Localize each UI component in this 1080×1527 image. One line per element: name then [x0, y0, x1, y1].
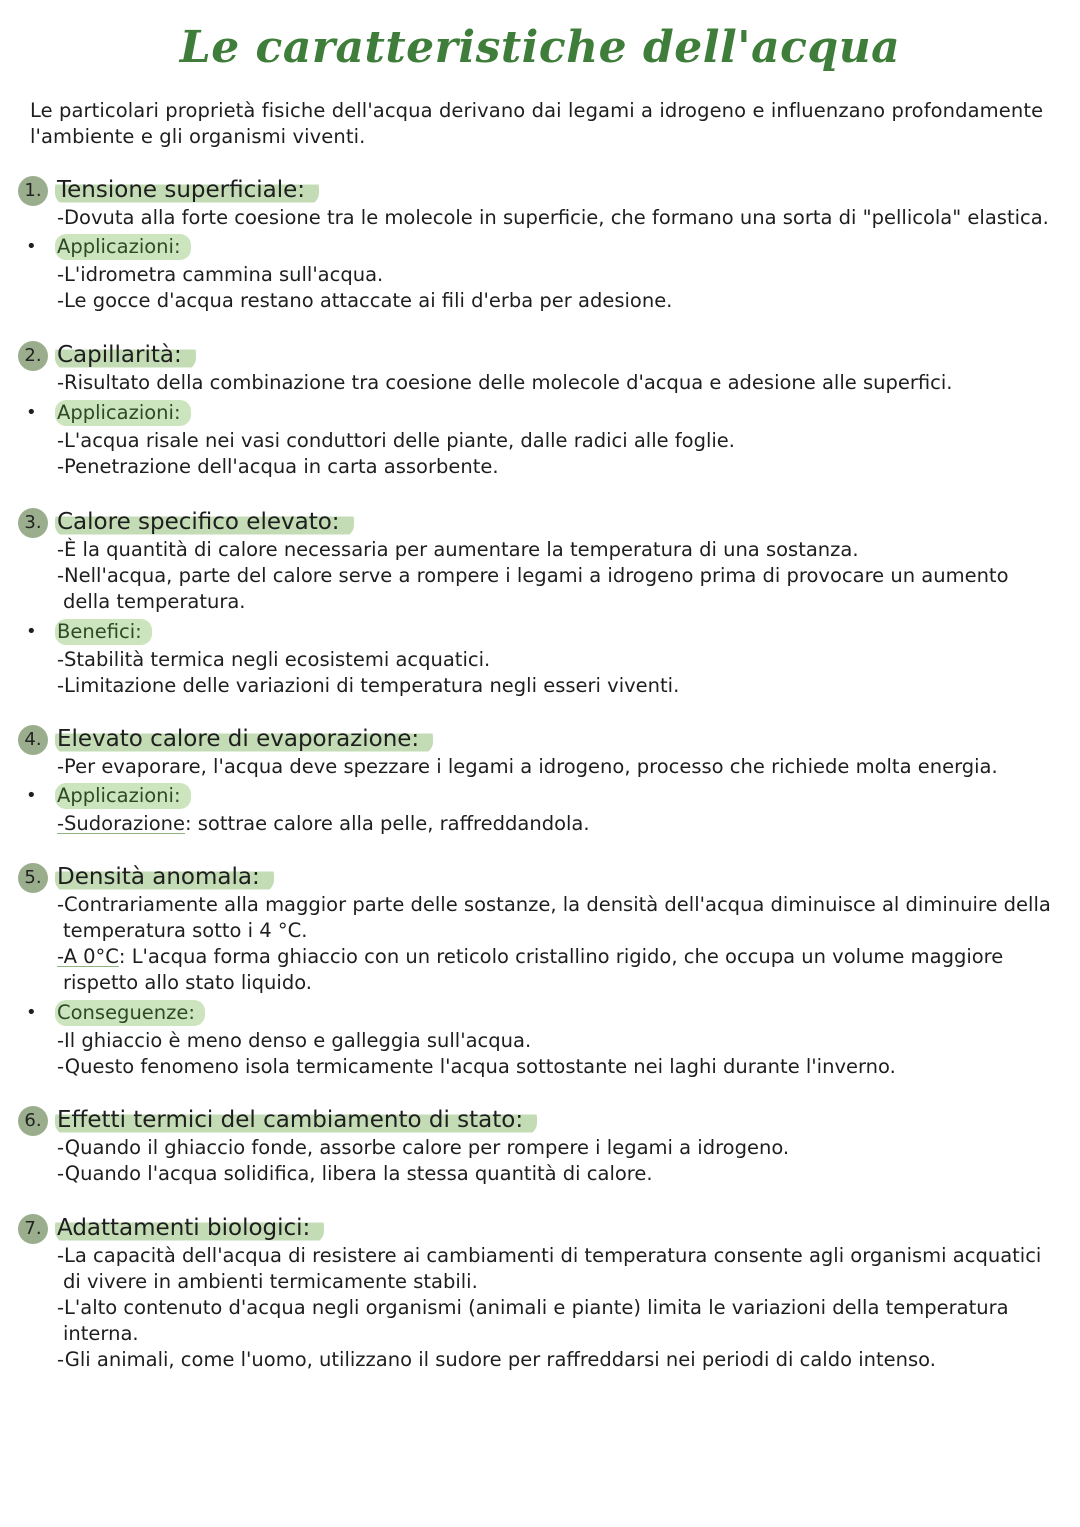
text-line: -Dovuta alla forte coesione tra le molecole in superficie, che formano una sorta di "pellicola" elastica. — [57, 206, 1049, 229]
text-line: -Contrariamente alla maggior parte delle sostanze, la densità dell'acqua diminuisce al diminuire della — [57, 893, 1051, 916]
section-body — [57, 1243, 1041, 1373]
text-line: -Limitazione delle variazioni di temperatura negli esseri viventi. — [57, 674, 680, 697]
text-line: -Quando il ghiaccio fonde, assorbe calore per rompere i legami a idrogeno. — [57, 1136, 790, 1159]
text-line: -Penetrazione dell'acqua in carta assorbente. — [57, 455, 499, 478]
text-line — [57, 944, 1051, 970]
text-line: interna. — [63, 1322, 139, 1345]
section-heading: Densità anomala: — [55, 863, 274, 892]
text-line: -È la quantità di calore necessaria per aumentare la temperatura di una sostanza. — [57, 538, 859, 561]
text-line: di vivere in ambienti termicamente stabili. — [63, 1270, 478, 1293]
text-line: -Stabilità termica negli ecosistemi acquatici. — [57, 648, 491, 671]
text-line: -Questo fenomeno isola termicamente l'acqua sottostante nei laghi durante l'inverno. — [57, 1055, 896, 1078]
text-line: -Per evaporare, l'acqua deve spezzare i legami a idrogeno, processo che richiede molta energia. — [57, 755, 998, 778]
section-number-badge: 4. — [18, 725, 48, 755]
text-line: -L'alto contenuto d'acqua negli organismi (animali e piante) limita le variazioni della temperatura — [57, 1296, 1009, 1319]
text-line: -La capacità dell'acqua di resistere ai cambiamenti di temperatura consente agli organismi acquatici — [57, 1244, 1042, 1267]
section-heading: Capillarità: — [55, 341, 196, 370]
sub-body — [57, 428, 735, 480]
section-number-badge: 5. — [18, 863, 48, 893]
text-line: -Risultato della combinazione tra coesione delle molecole d'acqua e adesione alle superfici. — [57, 371, 953, 394]
page-title: Le caratteristiche dell'acqua — [179, 22, 901, 73]
sub-heading: Applicazioni: — [55, 234, 191, 260]
text-line: temperatura sotto i 4 °C. — [63, 919, 308, 942]
section-heading: Elevato calore di evaporazione: — [55, 725, 433, 754]
term-description: : L'acqua forma ghiaccio con un reticolo cristallino rigido, che occupa un volume maggiore — [118, 945, 1004, 968]
sub-body — [57, 262, 672, 314]
sub-body — [57, 647, 679, 699]
text-line: -Gli animali, come l'uomo, utilizzano il sudore per raffreddarsi nei periodi di caldo intenso. — [57, 1348, 936, 1371]
sub-body — [57, 811, 590, 837]
text-line: -Quando l'acqua solidifica, libera la stessa quantità di calore. — [57, 1162, 653, 1185]
sub-heading: Applicazioni: — [55, 783, 191, 809]
text-line: -Il ghiaccio è meno denso e galleggia sull'acqua. — [57, 1029, 532, 1052]
section-heading: Adattamenti biologici: — [55, 1214, 324, 1243]
section-number-badge: 1. — [18, 176, 48, 206]
section-heading: Calore specifico elevato: — [55, 508, 354, 537]
term-sudorazione: -Sudorazione — [57, 812, 185, 835]
section-heading: Tensione superficiale: — [55, 176, 319, 205]
sub-heading: Conseguenze: — [55, 1000, 205, 1026]
section-heading: Effetti termici del cambiamento di stato: — [55, 1106, 537, 1135]
bullet-icon: • — [26, 621, 37, 642]
sub-heading: Applicazioni: — [55, 400, 191, 426]
section-body — [57, 1135, 789, 1187]
text-line: -L'acqua risale nei vasi conduttori delle piante, dalle radici alle foglie. — [57, 429, 736, 452]
section-body — [57, 537, 1009, 615]
text-line — [57, 811, 590, 837]
text-line: -Nell'acqua, parte del calore serve a rompere i legami a idrogeno prima di provocare un aumento — [57, 564, 1009, 587]
intro-line: Le particolari proprietà fisiche dell'acqua derivano dai legami a idrogeno e influenzano profondamente — [30, 99, 1044, 122]
text-line: -L'idrometra cammina sull'acqua. — [57, 263, 384, 286]
section-number-badge: 3. — [18, 508, 48, 538]
bullet-icon: • — [26, 1002, 37, 1023]
section-number-badge: 7. — [18, 1214, 48, 1244]
bullet-icon: • — [26, 785, 37, 806]
text-line: della temperatura. — [63, 590, 246, 613]
intro-paragraph — [30, 98, 1050, 150]
section-body — [57, 754, 998, 780]
section-body — [57, 370, 952, 396]
term-zero-celsius: -A 0°C — [57, 945, 119, 968]
section-body — [57, 205, 1049, 231]
bullet-icon: • — [26, 402, 37, 423]
term-description: : sottrae calore alla pelle, raffreddandola. — [185, 812, 590, 835]
bullet-icon: • — [26, 236, 37, 257]
text-line: rispetto allo stato liquido. — [63, 971, 312, 994]
section-number-badge: 2. — [18, 341, 48, 371]
sub-heading: Benefici: — [55, 619, 152, 645]
sub-body — [57, 1028, 896, 1080]
section-body — [57, 892, 1051, 996]
section-number-badge: 6. — [18, 1106, 48, 1136]
text-line: -Le gocce d'acqua restano attaccate ai fili d'erba per adesione. — [57, 289, 673, 312]
intro-line: l'ambiente e gli organismi viventi. — [30, 125, 366, 148]
